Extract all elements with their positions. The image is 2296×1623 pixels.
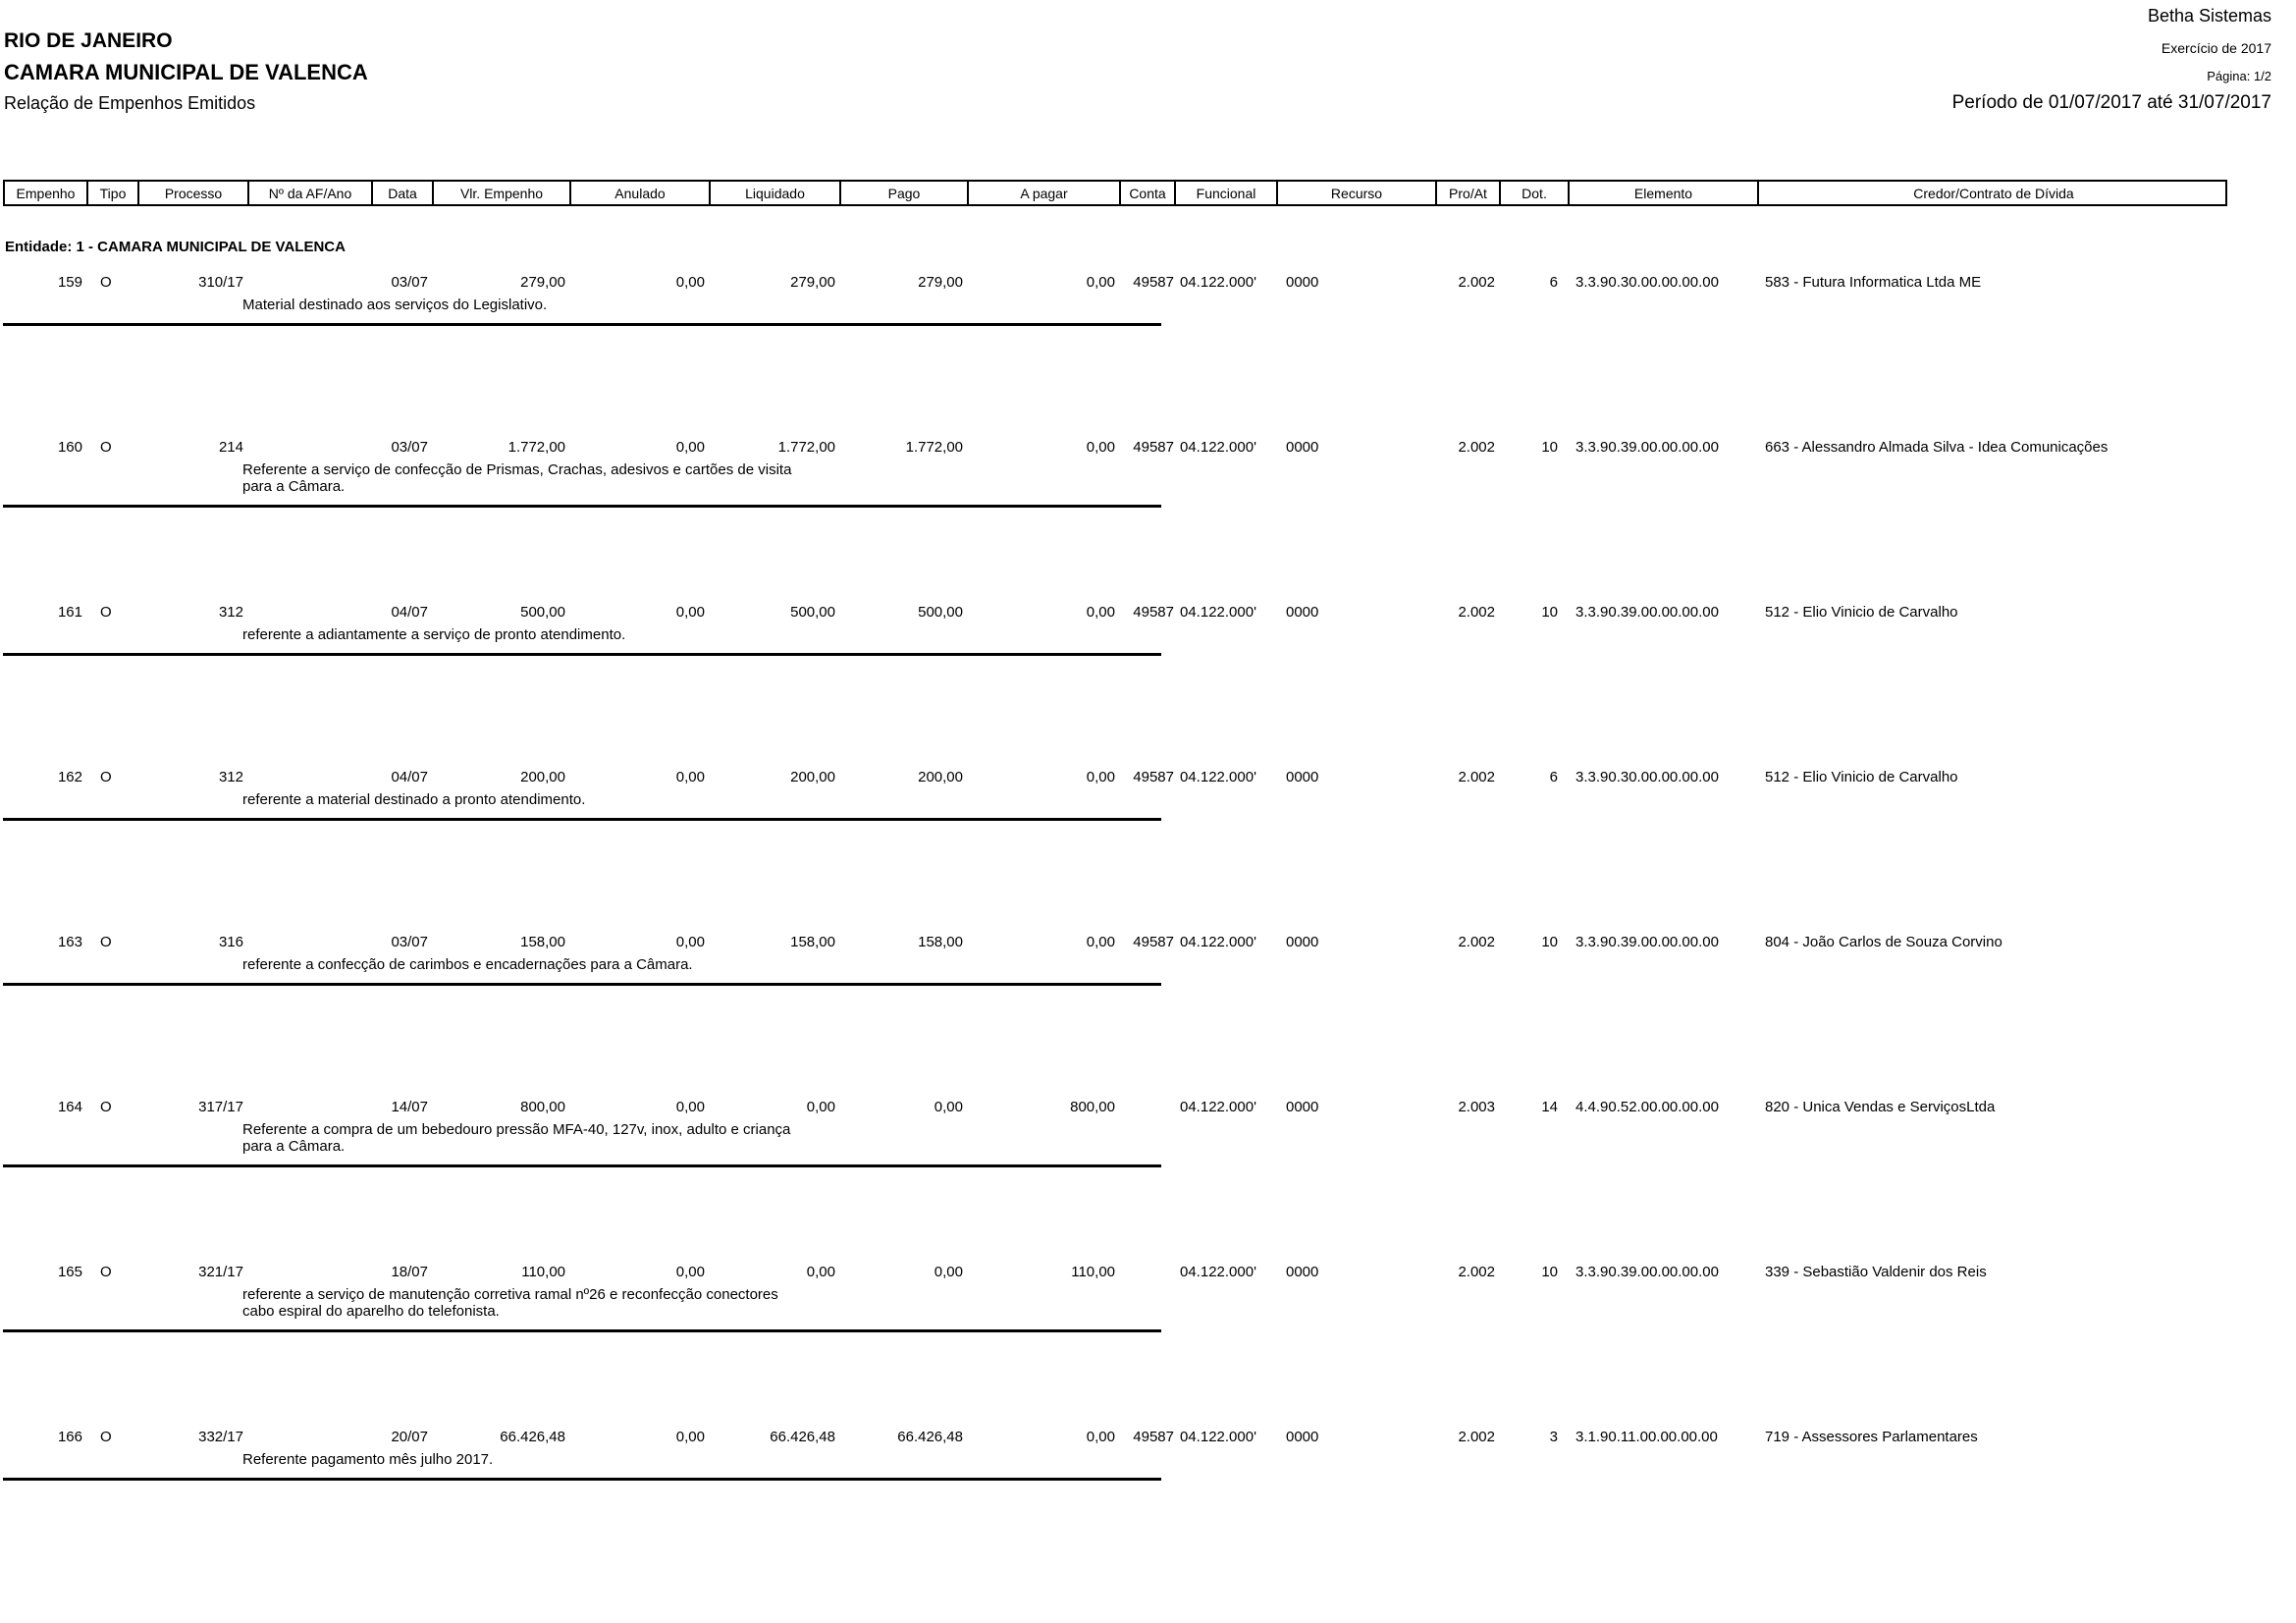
- cell-anulado: 0,00: [675, 604, 705, 621]
- report-header-right: [1952, 6, 2271, 114]
- cell-dot: 14: [1541, 1099, 1558, 1115]
- cell-credor: 583 - Futura Informatica Ltda ME: [1765, 274, 1982, 291]
- col-tipo: Tipo: [88, 182, 139, 204]
- cell-a-pagar: 0,00: [1086, 439, 1115, 456]
- period-label: Período de 01/07/2017 até 31/07/2017: [1951, 92, 2271, 113]
- empenho-description: referente a material destinado a pronto atendimento.: [242, 791, 586, 808]
- cell-empenho: 165: [57, 1264, 82, 1280]
- cell-dot: 10: [1541, 934, 1558, 950]
- cell-recurso: 0000: [1286, 769, 1319, 785]
- cell-pro-at: 2.002: [1458, 769, 1495, 785]
- cell-pro-at: 2.002: [1458, 1264, 1495, 1280]
- cell-tipo: O: [100, 439, 112, 456]
- col-af-ano: Nº da AF/Ano: [249, 182, 373, 204]
- empenho-row-values: [3, 1429, 2296, 1446]
- cell-credor: 820 - Unica Vendas e ServiçosLtda: [1765, 1099, 1996, 1115]
- cell-recurso: 0000: [1286, 274, 1319, 291]
- cell-a-pagar: 0,00: [1086, 604, 1115, 621]
- report-title: Relação de Empenhos Emitidos: [4, 93, 256, 114]
- col-anulado: Anulado: [571, 182, 711, 204]
- cell-a-pagar: 0,00: [1086, 274, 1115, 291]
- row-divider: [3, 983, 1161, 986]
- cell-credor: 719 - Assessores Parlamentares: [1765, 1429, 1978, 1445]
- empenho-description: Referente pagamento mês julho 2017.: [242, 1451, 494, 1468]
- state-name: RIO DE JANEIRO: [4, 29, 173, 52]
- cell-data: 03/07: [391, 934, 428, 950]
- page-number: Página: 1/2: [2207, 69, 2271, 83]
- cell-credor: 663 - Alessandro Almada Silva - Idea Comunicações: [1765, 439, 2109, 456]
- cell-funcional: 04.122.000': [1180, 934, 1256, 950]
- cell-a-pagar: 0,00: [1086, 934, 1115, 950]
- cell-processo: 321/17: [198, 1264, 243, 1280]
- exercise-label: Exercício de 2017: [2161, 40, 2271, 56]
- empenho-row: [3, 925, 2296, 1090]
- cell-elemento: 3.3.90.39.00.00.00.00: [1575, 439, 1719, 456]
- cell-empenho: 164: [57, 1099, 82, 1115]
- cell-anulado: 0,00: [675, 1429, 705, 1445]
- cell-tipo: O: [100, 769, 112, 785]
- cell-tipo: O: [100, 934, 112, 950]
- cell-pago: 66.426,48: [897, 1429, 963, 1445]
- cell-pago: 500,00: [918, 604, 963, 621]
- col-empenho: Empenho: [5, 182, 88, 204]
- cell-vlr-empenho: 800,00: [520, 1099, 565, 1115]
- empenho-row-values: [3, 274, 2296, 292]
- cell-funcional: 04.122.000': [1180, 604, 1256, 621]
- empenho-row: [3, 430, 2296, 595]
- cell-anulado: 0,00: [675, 934, 705, 950]
- cell-elemento: 4.4.90.52.00.00.00.00: [1575, 1099, 1719, 1115]
- cell-af-ano: [247, 274, 371, 292]
- cell-funcional: 04.122.000': [1180, 769, 1256, 785]
- cell-liquidado: 200,00: [790, 769, 835, 785]
- cell-empenho: 159: [57, 274, 82, 291]
- cell-pro-at: 2.002: [1458, 274, 1495, 291]
- col-funcional: Funcional: [1176, 182, 1278, 204]
- cell-pro-at: 2.002: [1458, 604, 1495, 621]
- cell-dot: 10: [1541, 439, 1558, 456]
- col-recurso: Recurso: [1278, 182, 1437, 204]
- cell-conta: 49587: [1133, 274, 1174, 291]
- col-pago: Pago: [841, 182, 969, 204]
- cell-funcional: 04.122.000': [1180, 274, 1256, 291]
- entity-name: CAMARA MUNICIPAL DE VALENCA: [4, 60, 368, 85]
- cell-a-pagar: 800,00: [1070, 1099, 1115, 1115]
- cell-conta: 49587: [1133, 1429, 1174, 1445]
- cell-pago: 1.772,00: [905, 439, 963, 456]
- empenho-description: referente a confecção de carimbos e encadernações para a Câmara.: [242, 956, 693, 973]
- cell-data: 03/07: [391, 439, 428, 456]
- cell-a-pagar: 110,00: [1071, 1264, 1115, 1280]
- cell-conta: 49587: [1133, 604, 1174, 621]
- cell-processo: 316: [218, 934, 243, 950]
- cell-processo: 312: [218, 769, 243, 785]
- cell-credor: 339 - Sebastião Valdenir dos Reis: [1765, 1264, 1987, 1280]
- cell-pro-at: 2.002: [1458, 1429, 1495, 1445]
- empenho-description: referente a adiantamente a serviço de pronto atendimento.: [242, 626, 626, 643]
- cell-a-pagar: 0,00: [1086, 769, 1115, 785]
- col-a-pagar: A pagar: [969, 182, 1121, 204]
- cell-data: 03/07: [391, 274, 428, 291]
- cell-pago: 0,00: [934, 1099, 963, 1115]
- empenho-row: [3, 265, 2296, 430]
- row-divider: [3, 1164, 1161, 1167]
- cell-processo: 317/17: [198, 1099, 243, 1115]
- cell-credor: 512 - Elio Vinicio de Carvalho: [1765, 604, 1958, 621]
- cell-empenho: 163: [57, 934, 82, 950]
- cell-empenho: 162: [57, 769, 82, 785]
- cell-liquidado: 0,00: [806, 1099, 835, 1115]
- empenho-row-values: [3, 934, 2296, 951]
- cell-recurso: 0000: [1286, 1429, 1319, 1445]
- cell-liquidado: 0,00: [806, 1264, 835, 1280]
- col-vlr-empenho: Vlr. Empenho: [434, 182, 571, 204]
- cell-elemento: 3.1.90.11.00.00.00.00: [1575, 1429, 1718, 1445]
- row-divider: [3, 818, 1161, 821]
- rows-container: [3, 265, 2296, 1585]
- cell-data: 18/07: [391, 1264, 428, 1280]
- empenho-row-values: [3, 1264, 2296, 1281]
- cell-credor: 804 - João Carlos de Souza Corvino: [1765, 934, 2002, 950]
- col-elemento: Elemento: [1570, 182, 1759, 204]
- cell-funcional: 04.122.000': [1180, 1264, 1256, 1280]
- cell-data: 20/07: [391, 1429, 428, 1445]
- empenho-description: referente a serviço de manutenção corretiva ramal nº26 e reconfecção conectores cabo espiral do aparelho do telefonista.: [242, 1286, 778, 1320]
- cell-recurso: 0000: [1286, 604, 1319, 621]
- empenho-row-values: [3, 769, 2296, 786]
- cell-data: 04/07: [391, 769, 428, 785]
- row-divider: [3, 505, 1161, 508]
- cell-af-ano: [247, 604, 371, 622]
- cell-pro-at: 2.002: [1458, 439, 1495, 456]
- col-conta: Conta: [1121, 182, 1176, 204]
- cell-af-ano: [247, 439, 371, 457]
- empenho-row: [3, 760, 2296, 925]
- empenho-row-values: [3, 1099, 2296, 1116]
- cell-data: 04/07: [391, 604, 428, 621]
- cell-vlr-empenho: 158,00: [520, 934, 565, 950]
- cell-af-ano: [247, 934, 371, 951]
- cell-recurso: 0000: [1286, 934, 1319, 950]
- cell-dot: 10: [1541, 1264, 1558, 1280]
- cell-liquidado: 1.772,00: [777, 439, 835, 456]
- cell-recurso: 0000: [1286, 1099, 1319, 1115]
- col-credor: Credor/Contrato de Dívida: [1913, 185, 2074, 201]
- col-data: Data: [373, 182, 434, 204]
- report-header-left: [4, 29, 368, 114]
- cell-empenho: 166: [57, 1429, 82, 1445]
- cell-funcional: 04.122.000': [1180, 439, 1256, 456]
- empenho-row-values: [3, 439, 2296, 457]
- cell-funcional: 04.122.000': [1180, 1099, 1256, 1115]
- cell-elemento: 3.3.90.39.00.00.00.00: [1575, 604, 1719, 621]
- cell-anulado: 0,00: [675, 1264, 705, 1280]
- cell-vlr-empenho: 279,00: [520, 274, 565, 291]
- row-divider: [3, 1329, 1161, 1332]
- cell-processo: 312: [218, 604, 243, 621]
- cell-data: 14/07: [391, 1099, 428, 1115]
- cell-elemento: 3.3.90.30.00.00.00.00: [1575, 274, 1719, 291]
- cell-processo: 214: [218, 439, 243, 456]
- cell-conta: [1119, 1264, 1174, 1281]
- cell-anulado: 0,00: [675, 769, 705, 785]
- cell-vlr-empenho: 66.426,48: [500, 1429, 565, 1445]
- cell-af-ano: [247, 1264, 371, 1281]
- cell-credor: 512 - Elio Vinicio de Carvalho: [1765, 769, 1958, 785]
- cell-dot: 10: [1541, 604, 1558, 621]
- cell-anulado: 0,00: [675, 439, 705, 456]
- cell-tipo: O: [100, 1099, 112, 1115]
- entity-group-label: Entidade: 1 - CAMARA MUNICIPAL DE VALENCA: [5, 239, 346, 255]
- cell-pago: 158,00: [918, 934, 963, 950]
- empenho-row: [3, 1090, 2296, 1255]
- cell-pago: 0,00: [934, 1264, 963, 1280]
- cell-elemento: 3.3.90.30.00.00.00.00: [1575, 769, 1719, 785]
- cell-anulado: 0,00: [675, 1099, 705, 1115]
- cell-empenho: 161: [57, 604, 82, 621]
- row-divider: [3, 653, 1161, 656]
- empenho-row: [3, 1420, 2296, 1585]
- empenho-row: [3, 1255, 2296, 1420]
- cell-elemento: 3.3.90.39.00.00.00.00: [1575, 1264, 1719, 1280]
- cell-vlr-empenho: 110,00: [521, 1264, 565, 1280]
- cell-af-ano: [247, 1429, 371, 1446]
- cell-conta: [1119, 1099, 1174, 1116]
- col-liquidado: Liquidado: [711, 182, 841, 204]
- cell-recurso: 0000: [1286, 439, 1319, 456]
- row-divider: [3, 1478, 1161, 1481]
- cell-dot: 3: [1549, 1429, 1558, 1445]
- cell-funcional: 04.122.000': [1180, 1429, 1256, 1445]
- cell-a-pagar: 0,00: [1086, 1429, 1115, 1445]
- cell-conta: 49587: [1133, 769, 1174, 785]
- col-pro-at: Pro/At: [1437, 182, 1501, 204]
- cell-vlr-empenho: 200,00: [520, 769, 565, 785]
- cell-empenho: 160: [57, 439, 82, 456]
- col-processo: Processo: [139, 182, 249, 204]
- row-divider: [3, 323, 1161, 326]
- table-header: [3, 180, 2227, 206]
- cell-vlr-empenho: 1.772,00: [507, 439, 565, 456]
- cell-recurso: 0000: [1286, 1264, 1319, 1280]
- cell-processo: 310/17: [198, 274, 243, 291]
- cell-liquidado: 500,00: [790, 604, 835, 621]
- cell-vlr-empenho: 500,00: [520, 604, 565, 621]
- cell-pro-at: 2.002: [1458, 934, 1495, 950]
- empenho-description: Material destinado aos serviços do Legislativo.: [242, 297, 548, 313]
- cell-liquidado: 279,00: [790, 274, 835, 291]
- cell-dot: 6: [1549, 769, 1558, 785]
- cell-tipo: O: [100, 1429, 112, 1445]
- empenho-description: Referente a compra de um bebedouro pressão MFA-40, 127v, inox, adulto e criança para a Câmara.: [242, 1121, 791, 1155]
- cell-liquidado: 158,00: [790, 934, 835, 950]
- cell-dot: 6: [1549, 274, 1558, 291]
- empenho-description: Referente a serviço de confecção de Prismas, Crachas, adesivos e cartões de visita para a Câmara.: [242, 461, 792, 495]
- cell-processo: 332/17: [198, 1429, 243, 1445]
- cell-af-ano: [247, 1099, 371, 1116]
- empenho-row-values: [3, 604, 2296, 622]
- cell-pro-at: 2.003: [1458, 1099, 1495, 1115]
- cell-anulado: 0,00: [675, 274, 705, 291]
- vendor-name: Betha Sistemas: [2147, 6, 2271, 26]
- cell-tipo: O: [100, 604, 112, 621]
- empenho-row: [3, 595, 2296, 760]
- cell-tipo: O: [100, 274, 112, 291]
- cell-pago: 200,00: [918, 769, 963, 785]
- col-dot: Dot.: [1501, 182, 1570, 204]
- cell-pago: 279,00: [918, 274, 963, 291]
- cell-conta: 49587: [1133, 439, 1174, 456]
- cell-liquidado: 66.426,48: [770, 1429, 835, 1445]
- cell-elemento: 3.3.90.39.00.00.00.00: [1575, 934, 1719, 950]
- cell-af-ano: [247, 769, 371, 786]
- cell-tipo: O: [100, 1264, 112, 1280]
- cell-conta: 49587: [1133, 934, 1174, 950]
